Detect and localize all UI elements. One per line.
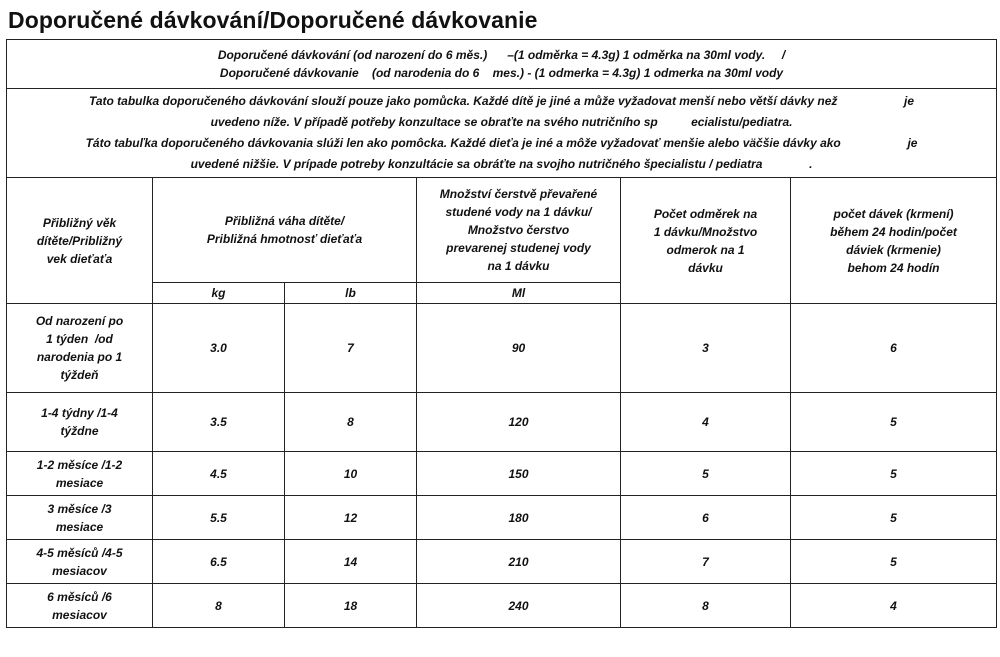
- header-scoops-line: dávku: [688, 260, 723, 275]
- kg-cell: 4.5: [153, 452, 285, 496]
- age-line: Od narození po: [35, 314, 124, 328]
- age-line: týždne: [60, 424, 99, 438]
- unit-lb: lb: [285, 283, 417, 304]
- header-feeds-line: behom 24 hodín: [847, 260, 940, 275]
- feeds-cell: 5: [791, 496, 997, 540]
- ml-cell: 180: [417, 496, 621, 540]
- ml-cell: 90: [417, 304, 621, 393]
- feeds-cell: 5: [791, 540, 997, 584]
- age-line: 1-2 měsíce /1-2: [36, 457, 123, 472]
- table-row: [7, 452, 997, 496]
- feeds-cell: 5: [791, 393, 997, 452]
- table-row: [7, 304, 997, 393]
- feeds-cell: 4: [791, 584, 997, 628]
- table-row: [7, 540, 997, 584]
- kg-cell: 3.0: [153, 304, 285, 393]
- table-row: [7, 393, 997, 452]
- header-feeds-line: během 24 hodin/počet: [830, 224, 957, 239]
- age-cell: [7, 304, 153, 393]
- age-line: mesiace: [55, 475, 104, 490]
- note-row: [7, 89, 997, 178]
- note-cell: [7, 89, 997, 178]
- header-weight: [153, 178, 417, 283]
- feeds-cell: 6: [791, 304, 997, 393]
- age-cell: [7, 540, 153, 584]
- header-feeds: [791, 178, 997, 304]
- note-sk-line2: uvedené nižšie. V prípade potreby konzultácie sa obráťte na svojho nutričného špecialistu / pediatra .: [190, 157, 813, 171]
- lb-cell: 10: [285, 452, 417, 496]
- scoops-cell: 5: [621, 452, 791, 496]
- age-line: týždeň: [60, 368, 99, 382]
- lb-cell: 12: [285, 496, 417, 540]
- age-line: mesiacov: [52, 607, 107, 622]
- header-age-line: Přibližný věk: [42, 215, 117, 230]
- age-cell: [7, 496, 153, 540]
- kg-cell: 6.5: [153, 540, 285, 584]
- age-cell: [7, 452, 153, 496]
- ml-cell: 210: [417, 540, 621, 584]
- header-weight-line: Přibližná váha dítěte/: [224, 214, 345, 228]
- header-water-line: Množstvo čerstvo: [467, 223, 570, 237]
- dosage-table: [6, 39, 997, 628]
- scoops-cell: 7: [621, 540, 791, 584]
- age-line: 1-4 týdny /1-4: [41, 406, 118, 420]
- age-cell: [7, 393, 153, 452]
- header-age: [7, 178, 153, 304]
- note-sk-line1: Táto tabuľka doporučeného dávkovania slúži len ako pomôcka. Každé dieťa je iné a môže vyžadovať menšie alebo väčšie dávky ako je: [85, 136, 918, 150]
- intro-cell: [7, 40, 997, 89]
- scoops-cell: 4: [621, 393, 791, 452]
- table-row: [7, 584, 997, 628]
- table-row: [7, 496, 997, 540]
- header-age-line: vek dieťaťa: [46, 251, 113, 266]
- unit-ml: Ml: [417, 283, 621, 304]
- header-water-line: studené vody na 1 dávku/: [445, 205, 592, 219]
- age-line: mesiacov: [52, 563, 107, 578]
- header-scoops-line: 1 dávku/Množstvo: [653, 224, 758, 239]
- ml-cell: 120: [417, 393, 621, 452]
- scoops-cell: 3: [621, 304, 791, 393]
- age-line: 3 měsíce /3: [47, 501, 112, 516]
- lb-cell: 14: [285, 540, 417, 584]
- age-line: 1 týden /od: [46, 332, 113, 346]
- age-line: 6 měsíců /6: [47, 589, 112, 604]
- age-line: narodenia po 1: [36, 350, 123, 364]
- header-water: [417, 178, 621, 283]
- note-cz-line1: Tato tabulka doporučeného dávkování slouží pouze jako pomůcka. Každé dítě je jiné a může vyžadovat menší nebo větší dávky než je: [88, 94, 915, 108]
- kg-cell: 8: [153, 584, 285, 628]
- header-row: [7, 178, 997, 283]
- header-age-line: dítěte/Približný: [36, 233, 123, 248]
- age-line: mesiace: [55, 519, 104, 534]
- feeds-cell: 5: [791, 452, 997, 496]
- lb-cell: 7: [285, 304, 417, 393]
- header-scoops: [621, 178, 791, 304]
- page-title: Doporučené dávkování/Doporučené dávkovanie: [8, 7, 538, 33]
- kg-cell: 5.5: [153, 496, 285, 540]
- scoops-cell: 8: [621, 584, 791, 628]
- lb-cell: 18: [285, 584, 417, 628]
- header-feeds-line: počet dávek (krmení): [833, 206, 954, 221]
- header-feeds-line: dáviek (krmenie): [846, 242, 941, 257]
- header-weight-line: Približná hmotnosť dieťaťa: [206, 232, 363, 246]
- age-cell: [7, 584, 153, 628]
- ml-cell: 240: [417, 584, 621, 628]
- kg-cell: 3.5: [153, 393, 285, 452]
- header-scoops-line: odmerok na 1: [666, 242, 745, 257]
- ml-cell: 150: [417, 452, 621, 496]
- header-scoops-line: Počet odměrek na: [653, 206, 758, 221]
- age-line: 4-5 měsíců /4-5: [36, 545, 123, 560]
- unit-kg: kg: [153, 283, 285, 304]
- scoops-cell: 6: [621, 496, 791, 540]
- lb-cell: 8: [285, 393, 417, 452]
- note-cz-line2: uvedeno níže. V případě potřeby konzultace se obraťte na svého nutričního sp ecialistu/pediatra.: [210, 115, 793, 129]
- intro-sk: Doporučené dávkovanie (od narodenia do 6 mes.) - (1 odmerka = 4.3g) 1 odmerka na 30ml vody: [219, 66, 784, 80]
- intro-cz: Doporučené dávkování (od narození do 6 měs.) –(1 odměrka = 4.3g) 1 odměrka na 30ml vody. /: [217, 48, 786, 62]
- intro-row: [7, 40, 997, 89]
- header-water-line: Množství čerstvě převařené: [439, 187, 598, 201]
- header-water-line: prevarenej studenej vody: [446, 241, 591, 255]
- header-water-line: na 1 dávku: [487, 259, 550, 273]
